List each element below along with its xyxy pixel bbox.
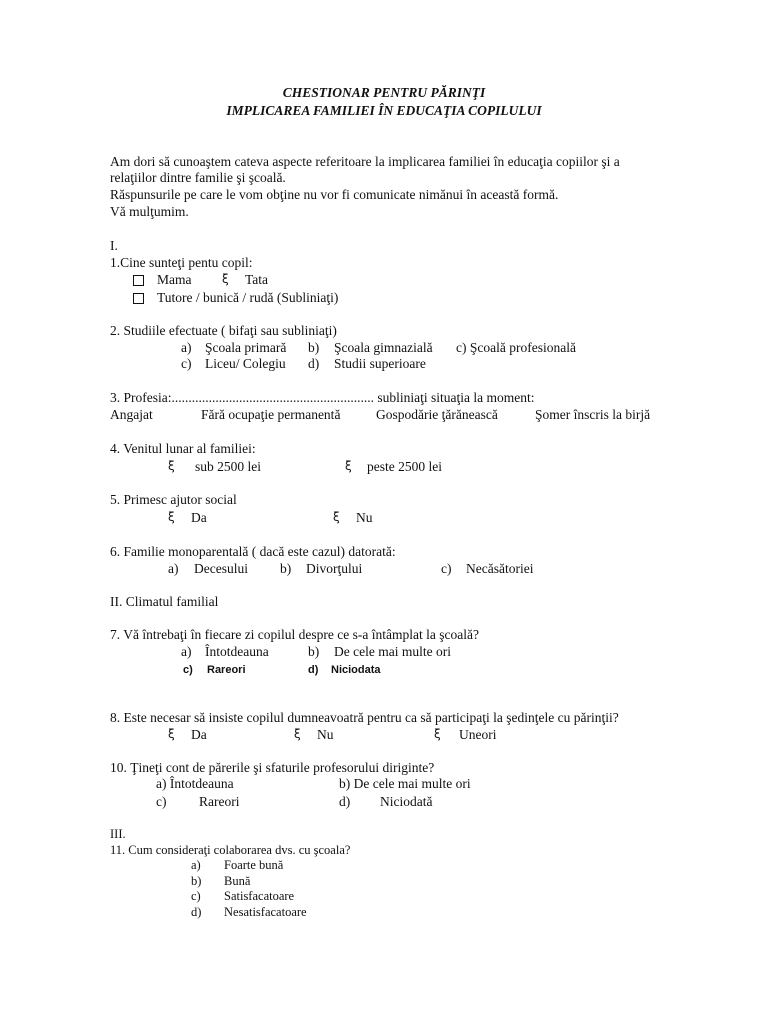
q11-b-letter: b) (191, 874, 202, 888)
q6-question: 6. Familie monoparentală ( dacă este cazul) datorată: (110, 544, 396, 559)
q7-option-de-cele-mai-multe[interactable]: De cele mai multe ori (334, 644, 451, 659)
q1-option-mama: Mama (157, 272, 192, 287)
q10-d-letter: d) (339, 794, 351, 809)
q10-option-niciodata[interactable]: Niciodată (380, 794, 433, 809)
section-1-heading: I. (110, 238, 118, 253)
intro-line-4: Vă mulţumim. (110, 204, 189, 219)
q11-question: 11. Cum consideraţi colaborarea dvs. cu şcoala? (110, 843, 351, 857)
q7-b-letter: b) (308, 644, 320, 659)
radio-q8-nu-icon[interactable]: ξ (294, 727, 301, 741)
q6-option-necasatoriei[interactable]: Necăsătoriei (466, 561, 534, 576)
q11-option-buna[interactable]: Bună (224, 874, 251, 888)
q5-option-nu: Nu (356, 510, 373, 525)
q3-option-gospodarie[interactable]: Gospodărie ţărănească (376, 407, 498, 422)
q2-d-letter: d) (308, 356, 320, 371)
q10-option-de-cele-mai-multe[interactable]: b) De cele mai multe ori (339, 776, 471, 791)
q6-a-letter: a) (168, 561, 179, 576)
q5-option-da: Da (191, 510, 207, 525)
q11-a-letter: a) (191, 858, 201, 872)
q11-d-letter: d) (191, 905, 202, 919)
radio-peste-2500-icon[interactable]: ξ (345, 459, 352, 473)
intro-line-3: Răspunsurile pe care le vom obţine nu vor fi comunicate nimănui în această formă. (110, 187, 559, 202)
q2-question: 2. Studiile efectuate ( bifaţi sau subliniaţi) (110, 323, 337, 338)
q2-a-letter: a) (181, 340, 192, 355)
q1-option-tata: Tata (245, 272, 269, 287)
q6-option-divortului[interactable]: Divorţului (306, 561, 363, 576)
q11-option-foarte-buna[interactable]: Foarte bună (224, 858, 284, 872)
q4-option-sub-2500: sub 2500 lei (195, 459, 261, 474)
q3-option-fara-ocupatie[interactable]: Fără ocupaţie permanentă (201, 407, 341, 422)
q2-studii-superioare-option[interactable]: Studii superioare (334, 356, 426, 371)
q3-question: 3. Profesia:............................................................ subliniaţi situaţia la moment: (110, 390, 535, 405)
q10-question: 10. Ţineţi cont de părerile şi sfaturile profesorului diriginte? (110, 760, 435, 775)
radio-nu-icon[interactable]: ξ (333, 510, 340, 524)
intro-line-2: relaţiilor dintre familie şi şcoală. (110, 170, 286, 185)
q3-option-angajat[interactable]: Angajat (110, 407, 153, 422)
q8-question: 8. Este necesar să insiste copilul dumneavoatră pentru ca să participaţi la şedinţele cu părinţii? (110, 710, 619, 725)
q11-option-nesatisfacatoare[interactable]: Nesatisfacatoare (224, 905, 307, 919)
q7-c-letter: c) (183, 664, 193, 676)
q1-option-tutore: Tutore / bunică / rudă (Subliniaţi) (157, 290, 339, 305)
q8-option-da: Da (191, 727, 207, 742)
q7-a-letter: a) (181, 644, 192, 659)
radio-q8-uneori-icon[interactable]: ξ (434, 727, 441, 741)
q8-option-uneori: Uneori (459, 727, 497, 742)
checkbox-mama[interactable] (133, 275, 144, 286)
q2-b-letter: b) (308, 340, 320, 355)
q7-option-niciodata[interactable]: Niciodata (331, 664, 381, 676)
q1-question: 1.Cine sunteţi pentu copil: (110, 255, 253, 270)
q7-option-rareori[interactable]: Rareori (207, 664, 246, 676)
q10-c-letter: c) (156, 794, 167, 809)
q2-c-option[interactable]: c) Şcoală profesională (456, 340, 576, 355)
q10-option-intotdeauna[interactable]: a) Întotdeauna (156, 776, 234, 791)
q8-option-nu: Nu (317, 727, 334, 742)
radio-q8-da-icon[interactable]: ξ (168, 727, 175, 741)
q6-c-letter: c) (441, 561, 452, 576)
section-3-heading: III. (110, 827, 126, 841)
title-line-1: CHESTIONAR PENTRU PĂRINŢI (282, 85, 486, 100)
radio-tata-icon[interactable]: ξ (222, 272, 229, 286)
q11-option-satisfacatoare[interactable]: Satisfacatoare (224, 889, 295, 903)
title-line-2: IMPLICAREA FAMILIEI ÎN EDUCAŢIA COPILULUI (226, 103, 542, 118)
section-2-heading: II. Climatul familial (110, 594, 219, 609)
intro-line-1: Am dori să cunoaştem cateva aspecte referitoare la implicarea familiei în educaţia copiilor şi a (110, 154, 620, 169)
radio-da-icon[interactable]: ξ (168, 510, 175, 524)
q6-b-letter: b) (280, 561, 292, 576)
q5-question: 5. Primesc ajutor social (110, 492, 237, 507)
q7-d-letter: d) (308, 664, 319, 676)
q2-b-option[interactable]: Şcoala gimnazială (334, 340, 433, 355)
q2-c2-letter: c) (181, 356, 192, 371)
q11-c-letter: c) (191, 889, 201, 903)
radio-sub-2500-icon[interactable]: ξ (168, 459, 175, 473)
q6-option-decesului[interactable]: Decesului (194, 561, 248, 576)
q3-option-somer[interactable]: Şomer înscris la birjă (535, 407, 651, 422)
q2-a-option[interactable]: Şcoala primară (205, 340, 287, 355)
q7-question: 7. Vă întrebaţi în fiecare zi copilul despre ce s-a întâmplat la şcoală? (110, 627, 479, 642)
q7-option-intotdeauna[interactable]: Întotdeauna (205, 644, 269, 659)
q2-liceu-option[interactable]: Liceu/ Colegiu (205, 356, 286, 371)
q4-question: 4. Venitul lunar al familiei: (110, 441, 256, 456)
checkbox-tutore[interactable] (133, 293, 144, 304)
q10-option-rareori[interactable]: Rareori (199, 794, 240, 809)
q4-option-peste-2500: peste 2500 lei (367, 459, 442, 474)
